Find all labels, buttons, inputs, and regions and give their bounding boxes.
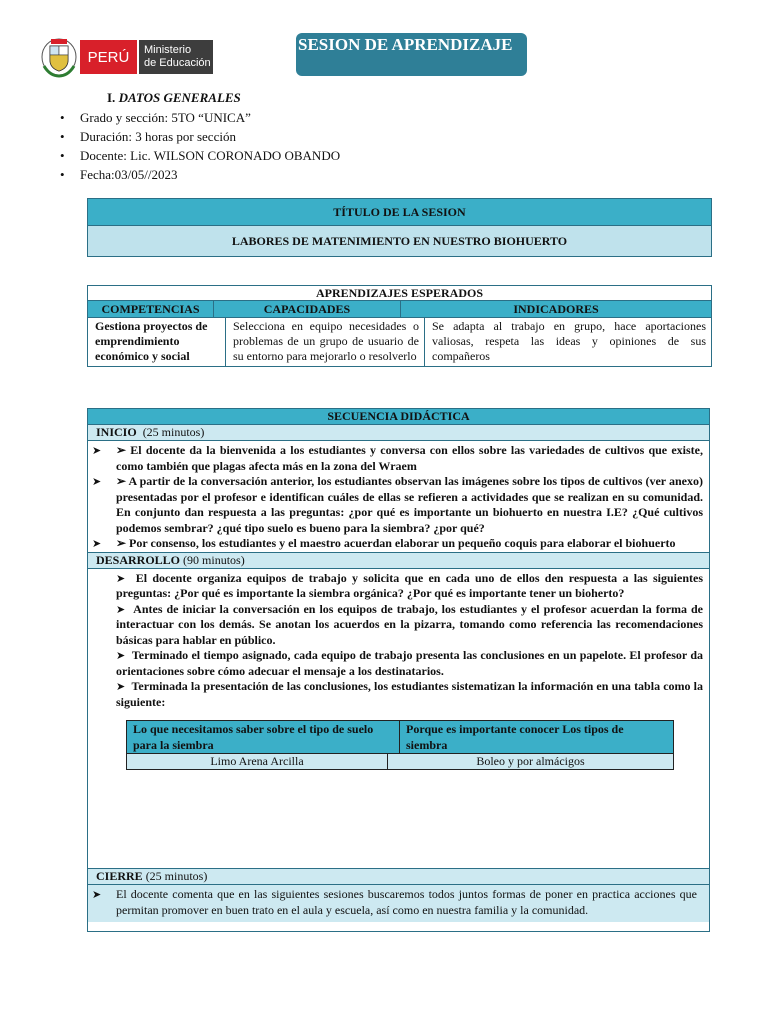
datos-generales-heading (107, 90, 241, 106)
list-item (60, 108, 340, 127)
suelo-table (126, 720, 674, 770)
cierre-label: CIERRE (96, 869, 143, 883)
siembra-col-header: Porque es importante conocer Los tipos de siembra (400, 721, 673, 753)
arrow-bullet-icon: ➤ (92, 537, 102, 550)
docente-text: Docente: Lic. WILSON CORONADO OBANDO (80, 148, 341, 163)
list-item (88, 536, 709, 552)
arrow-bullet-icon: ➤ (116, 680, 126, 693)
fecha-text: Fecha:03/05//2023 (80, 167, 178, 182)
session-title-label: TÍTULO DE LA SESION (88, 199, 711, 226)
grado-text: Grado y sección: 5TO “UNICA” (80, 110, 251, 125)
arrow-bullet-icon: ➤ (116, 649, 126, 662)
col-indicadores: INDICADORES (401, 300, 711, 317)
capacidad-cell: Selecciona en equipo necesidades o problemas de un grupo de usuario de su entorno para mejorarlo o resolverlo (226, 317, 425, 366)
heading-number: I. (107, 90, 116, 105)
peru-logo-text: PERÚ (80, 40, 137, 74)
session-title-value: LABORES DE MATENIMIENTO EN NUESTRO BIOHUERTO (88, 226, 711, 256)
peru-coat-of-arms-icon (40, 36, 78, 78)
ministerio-line2: de Educación (144, 57, 211, 69)
bullet-icon: • (60, 148, 65, 163)
cierre-text: El docente comenta que en las siguientes sesiones buscaremos todos juntos formas de poner en practica acciones que permitan promover en buen trato en el aula y escuela, así como en nuestra familia y la comunidad. (116, 887, 697, 917)
table-header-row (127, 721, 673, 753)
suelo-col-header: Lo que necesitamos saber sobre el tipo de suelo para la siembra (127, 721, 400, 753)
ministerio-logo-text (139, 40, 213, 74)
desarrollo-item-text: Terminada la presentación de las conclusiones, los estudiantes sistematizan la información en una tabla como la siguiente: (116, 679, 704, 709)
suelo-cell: Limo Arena Arcilla (127, 753, 388, 769)
desarrollo-time: (90 minutos) (183, 552, 245, 567)
secuencia-heading: SECUENCIA DIDÁCTICA (88, 409, 709, 424)
list-item (60, 127, 340, 146)
list-item (60, 146, 340, 165)
inicio-items (88, 441, 709, 552)
inicio-header (88, 424, 709, 441)
indicador-cell: Se adapta al trabajo en grupo, hace aportaciones valiosas, respeta las ideas y opiniones de sus compañeros (425, 317, 711, 366)
desarrollo-label: DESARROLLO (96, 552, 181, 567)
inicio-item-text: ➢ Por consenso, los estudiantes y el maestro acuerdan elaborar un pequeño coquis para elaborar el biohuerto (116, 536, 676, 550)
desarrollo-item-text: Terminado el tiempo asignado, cada equipo de trabajo presenta las conclusiones en un papelote. El profesor da orientaciones sobre cómo adecuar el mensaje a los destinatarios. (116, 648, 703, 678)
siembra-cell: Boleo y por almácigos (388, 753, 673, 769)
list-item (116, 602, 703, 649)
duracion-text: Duración: 3 horas por sección (80, 129, 236, 144)
arrow-bullet-icon: ➤ (116, 571, 126, 585)
bullet-icon: • (60, 110, 65, 125)
page-title: SESION DE APRENDIZAJE (296, 33, 527, 76)
arrow-bullet-icon: ➤ (92, 475, 102, 488)
list-item (116, 648, 703, 679)
list-item (116, 679, 703, 710)
competencia-cell: Gestiona proyectos de emprendimiento económico y social (88, 317, 226, 366)
desarrollo-item-text: El docente organiza equipos de trabajo y solicita que en cada uno de ellos den respuesta a las siguientes preguntas: ¿Por qué es importante la siembra orgánica? ¿Por qué es importante tener un bioherto? (116, 570, 703, 600)
inicio-label: INICIO (96, 425, 137, 439)
desarrollo-item-text: Antes de iniciar la conversación en los equipos de trabajo, los estudiantes y el profesor acuerdan la forma de interactuar con los demás. Se anotan los acuerdos en la pizarra, tomando como referencia las recomendaciones básicas para hablar en público. (116, 601, 704, 647)
col-competencias: COMPETENCIAS (88, 300, 214, 317)
session-title-table (87, 198, 712, 257)
bullet-icon: • (60, 167, 65, 182)
list-item (116, 571, 703, 602)
aprendizajes-heading: APRENDIZAJES ESPERADOS (315, 286, 484, 300)
aprendizajes-table (87, 285, 712, 367)
table-header-row (88, 300, 711, 317)
cierre-header (88, 868, 709, 885)
bullet-icon: • (60, 129, 65, 144)
desarrollo-items (88, 569, 709, 711)
minedu-logo (40, 36, 218, 78)
heading-text: DATOS GENERALES (118, 90, 241, 105)
list-item (88, 443, 709, 474)
arrow-bullet-icon: ➤ (116, 602, 126, 616)
secuencia-table (87, 408, 710, 932)
arrow-bullet-icon: ➤ (92, 888, 102, 901)
list-item (60, 165, 340, 184)
arrow-bullet-icon: ➤ (92, 444, 102, 457)
table-row (127, 753, 673, 769)
inicio-item-text: ➢ A partir de la conversación anterior, los estudiantes observan las imágenes sobre los tipos de cultivos (ver anexo) presentadas por el profesor e identifican cuáles de ellas se refieren a actividades que se realizan en su comunidad. En conjunto dan respuesta a las preguntas: ¿por qué es importante un biohuerto en nuestra I.E? ¿Qué cultivos podemos sembrar? ¿qué tipo suelo es bueno para la siembra? ¿por qué? (116, 474, 703, 535)
inicio-time: (25 minutos) (142, 425, 205, 439)
col-capacidades: CAPACIDADES (214, 300, 401, 317)
desarrollo-header (88, 552, 709, 569)
cierre-item (88, 885, 709, 922)
table-row (88, 317, 711, 366)
datos-generales-list (60, 108, 340, 184)
ministerio-line1: Ministerio (144, 44, 192, 56)
cierre-time: (25 minutos) (145, 869, 208, 883)
inicio-item-text: ➢ El docente da la bienvenida a los estudiantes y conversa con ellos sobre las variedades de cultivos que existe, como también que plagas afecta más en la zona del Wraem (116, 443, 703, 473)
list-item (88, 474, 709, 536)
